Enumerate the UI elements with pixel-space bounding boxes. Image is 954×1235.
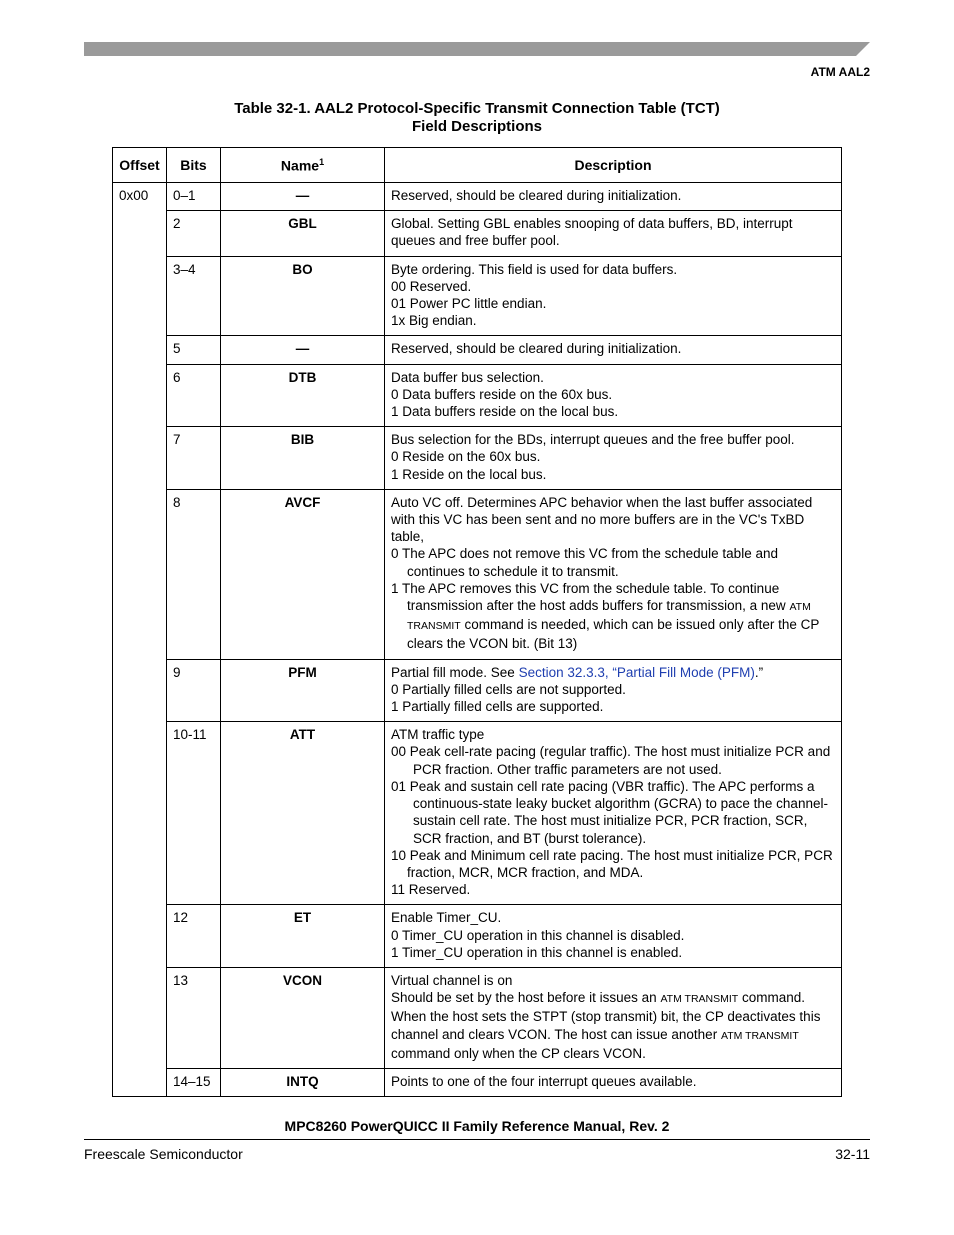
description-text: command only when the CP clears VCON. — [391, 1045, 646, 1061]
table-row — [113, 183, 842, 211]
description-text: Bus selection for the BDs, interrupt queues and the free buffer pool. — [391, 432, 795, 448]
name-cell: — — [221, 336, 385, 364]
description-cell — [385, 722, 842, 905]
description-text: Global. Setting GBL enables snooping of data buffers, BD, interrupt queues and free buffer pool. — [391, 216, 793, 249]
description-item: 00 Reserved. — [391, 278, 472, 294]
header-description: Description — [385, 148, 842, 183]
table-row — [113, 1068, 842, 1096]
description-text: command. When the host sets the STPT (stop transmit) bit, the CP deactivates this channel and clears VCON. The host can issue another — [391, 990, 821, 1042]
description-text: Reserved, should be cleared during initialization. — [391, 341, 682, 357]
tct-field-table — [112, 147, 842, 1097]
description-item: 0 Partially filled cells are not supported. — [391, 681, 626, 697]
table-row — [113, 336, 842, 364]
name-cell: — — [221, 183, 385, 211]
description-cell — [385, 659, 842, 722]
table-row — [113, 364, 842, 427]
description-cell — [385, 364, 842, 427]
name-cell: ATT — [221, 722, 385, 905]
bits-cell: 13 — [167, 967, 221, 1068]
description-text: Data buffer bus selection. — [391, 369, 544, 385]
table-row — [113, 659, 842, 722]
name-cell: INTQ — [221, 1068, 385, 1096]
header-bits: Bits — [167, 148, 221, 183]
description-text: 1 The APC removes this VC from the schedule table. To continue transmission after the host adds buffers for transmission, a new — [391, 580, 786, 614]
command-name: ATM TRANSMIT — [407, 601, 811, 633]
table-row — [113, 967, 842, 1068]
description-text: Enable Timer_CU. — [391, 910, 502, 926]
name-cell: BIB — [221, 427, 385, 490]
description-item: 00 Peak cell-rate pacing (regular traffic). The host must initialize PCR and PCR fraction. Other traffic parameters are not used. — [391, 744, 831, 777]
description-cell — [385, 967, 842, 1068]
description-text: Points to one of the four interrupt queues available. — [391, 1073, 697, 1089]
table-row — [113, 489, 842, 659]
bits-cell: 6 — [167, 364, 221, 427]
header-bar — [84, 42, 870, 56]
header-name — [221, 148, 385, 183]
table-caption-line1: Table 32-1. AAL2 Protocol-Specific Transmit Connection Table (TCT) — [234, 100, 720, 117]
description-item: 1 Data buffers reside on the local bus. — [391, 404, 619, 420]
description-text: Byte ordering. This field is used for data buffers. — [391, 261, 678, 277]
description-text: command is needed, which can be issued only after the CP clears the VCON bit. (Bit 13) — [407, 617, 820, 652]
header-offset: Offset — [113, 148, 167, 183]
description-item: 1 Timer_CU operation in this channel is enabled. — [391, 944, 683, 960]
description-text: Should be set by the host before it issues an — [391, 990, 657, 1006]
description-item: 0 Data buffers reside on the 60x bus. — [391, 386, 613, 402]
header-name-label: Name — [280, 157, 320, 174]
description-text: Auto VC off. Determines APC behavior when the last buffer associated with this VC has been sent and no more buffers are in the VC's TxBD table, — [391, 494, 813, 545]
table-row — [113, 256, 842, 336]
section-tag: ATM AAL2 — [810, 65, 870, 79]
name-cell: DTB — [221, 364, 385, 427]
table-row — [113, 905, 842, 968]
footnote-marker: 1 — [319, 156, 325, 167]
description-cell — [385, 905, 842, 968]
description-text — [391, 989, 835, 1062]
description-item — [391, 580, 835, 653]
description-item: 01 Power PC little endian. — [391, 296, 547, 312]
page-number: 32-11 — [835, 1146, 870, 1162]
description-text: Virtual channel is on — [391, 972, 513, 988]
table-caption-line2: Field Descriptions — [411, 118, 543, 135]
description-cell — [385, 336, 842, 364]
table-row — [113, 722, 842, 905]
bits-cell: 12 — [167, 905, 221, 968]
company-name: Freescale Semiconductor — [84, 1146, 243, 1162]
bits-cell: 14–15 — [167, 1068, 221, 1096]
manual-title: MPC8260 PowerQUICC II Family Reference Manual, Rev. 2 — [284, 1118, 670, 1134]
description-item: 1 Partially filled cells are supported. — [391, 699, 604, 715]
description-cell — [385, 489, 842, 659]
description-text: Reserved, should be cleared during initialization. — [391, 188, 682, 203]
description-text: ATM traffic type — [391, 727, 485, 743]
name-cell: GBL — [221, 211, 385, 256]
description-cell — [385, 427, 842, 490]
bits-cell: 3–4 — [167, 256, 221, 336]
footer-rule — [84, 1139, 870, 1140]
description-cell — [385, 1068, 842, 1096]
table-header-row — [113, 148, 842, 183]
command-name: ATM TRANSMIT — [660, 993, 739, 1006]
description-item: 1x Big endian. — [391, 313, 477, 329]
description-item: 11 Reserved. — [391, 882, 471, 898]
table-row — [113, 211, 842, 256]
bits-cell: 0–1 — [167, 183, 221, 211]
description-item: 0 Timer_CU operation in this channel is disabled. — [391, 927, 685, 943]
bits-cell: 8 — [167, 489, 221, 659]
section-link[interactable]: Section 32.3.3, “Partial Fill Mode (PFM) — [518, 664, 755, 680]
offset-cell: 0x00 — [113, 183, 167, 1097]
bits-cell: 9 — [167, 659, 221, 722]
description-cell — [385, 211, 842, 256]
description-cell — [385, 183, 842, 211]
table-row — [113, 427, 842, 490]
description-text: Partial fill mode. See — [391, 664, 519, 680]
description-item: 10 Peak and Minimum cell rate pacing. The host must initialize PCR, PCR fraction, MCR, MCR fraction, and MDA. — [391, 847, 833, 880]
description-item: 0 The APC does not remove this VC from the schedule table and continues to schedule it to transmit. — [391, 546, 778, 579]
name-cell: BO — [221, 256, 385, 336]
description-cell — [385, 256, 842, 336]
name-cell: PFM — [221, 659, 385, 722]
command-name: ATM TRANSMIT — [720, 1029, 799, 1042]
description-text: .” — [754, 664, 764, 680]
description-text — [391, 664, 835, 681]
description-item: 1 Reside on the local bus. — [391, 466, 547, 482]
bits-cell: 10-11 — [167, 722, 221, 905]
description-item: 0 Reside on the 60x bus. — [391, 449, 541, 465]
name-cell: ET — [221, 905, 385, 968]
description-item: 01 Peak and sustain cell rate pacing (VBR traffic). The APC performs a continuous-state leaky bucket algorithm (GCRA) to pace the channel-sustain cell rate. The host must initialize PCR, PCR fraction, SCR, SCR fraction, and BT (burst tolerance). — [391, 778, 828, 846]
name-cell: VCON — [221, 967, 385, 1068]
name-cell: AVCF — [221, 489, 385, 659]
bits-cell: 5 — [167, 336, 221, 364]
bits-cell: 7 — [167, 427, 221, 490]
bits-cell: 2 — [167, 211, 221, 256]
